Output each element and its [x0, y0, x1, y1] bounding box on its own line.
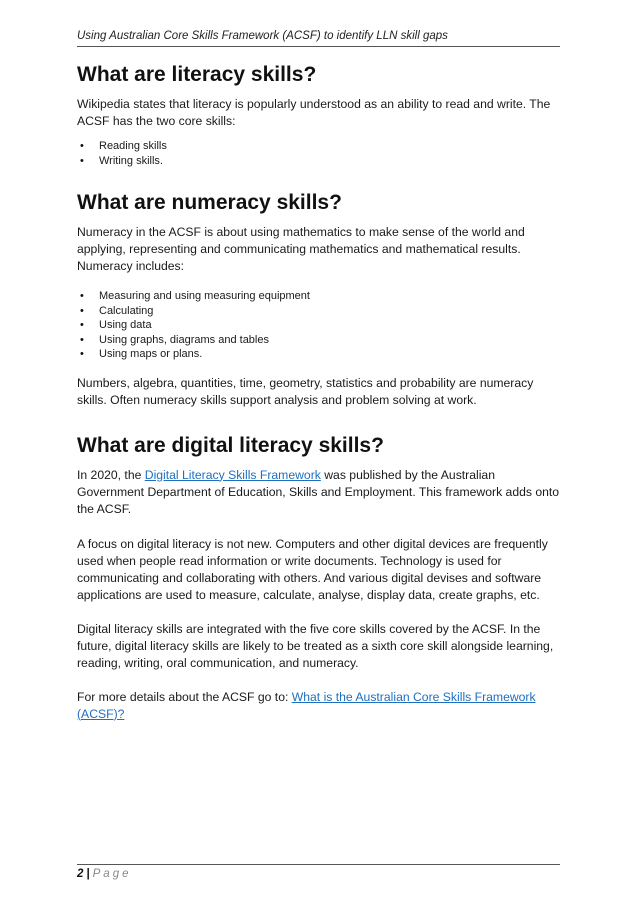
- literacy-list: [77, 139, 560, 168]
- page-footer: [77, 868, 131, 880]
- heading-digital: What are digital literacy skills?: [77, 433, 384, 457]
- bullet-icon: •: [80, 290, 84, 302]
- list-item: • Measuring and using measuring equipment: [80, 290, 310, 302]
- bullet-icon: •: [80, 348, 84, 360]
- list-item: • Using data: [80, 319, 152, 331]
- list-item: • Using maps or plans.: [80, 348, 203, 360]
- bullet-icon: •: [80, 333, 84, 346]
- digital-paragraph-1: In 2020, the Digital Literacy Skills Framework was published by the Australian Government Department of Education, Skills and Employment. This framework adds onto the ACSF.: [77, 467, 560, 516]
- digital-paragraph-2: A focus on digital literacy is not new. Computers and other digital devices are frequently used when people read information or write documents. Technology is used for communicating and collaborating with others. And various digital devises and software applications are used to measure, calculate, analyse, display data, create graphs, etc.: [77, 536, 548, 602]
- acsf-details-link[interactable]: What is the Australian Core Skills Framework (ACSF)?: [77, 689, 536, 721]
- list-item: • Using graphs, diagrams and tables: [80, 333, 269, 346]
- page-label: Page: [92, 868, 132, 880]
- numeracy-intro: Numeracy in the ACSF is about using mathematics to make sense of the world and applying, representing and communicating mathematics and mathematical results. Numeracy includes:: [77, 225, 525, 273]
- page-number: 2: [77, 868, 84, 880]
- digital-paragraph-3: Digital literacy skills are integrated with the five core skills covered by the ACSF. In the future, digital literacy skills are likely to be treated as a sixth core skill alongside learning, reading, writing, oral communication, and numeracy.: [77, 621, 554, 670]
- list-item: • Writing skills.: [80, 154, 163, 167]
- digital-literacy-framework-link[interactable]: Digital Literacy Skills Framework: [144, 467, 321, 482]
- footer-divider: [77, 864, 560, 865]
- numeracy-list: [77, 289, 560, 362]
- page-header: Using Australian Core Skills Framework (ACSF) to identify LLN skill gaps: [77, 30, 560, 47]
- footer-separator: |: [86, 868, 90, 880]
- bullet-icon: •: [80, 154, 84, 167]
- digital-paragraph-4: For more details about the ACSF go to: What is the Australian Core Skills Framework (ACSF)?: [77, 689, 536, 721]
- list-item: • Reading skills: [80, 140, 167, 152]
- bullet-icon: •: [80, 319, 84, 331]
- page-content: [77, 62, 560, 723]
- literacy-intro: Wikipedia states that literacy is popularly understood as an ability to read and write. The ACSF has the two core skills:: [77, 97, 551, 128]
- numeracy-outro: Numbers, algebra, quantities, time, geometry, statistics and probability are numeracy skills. Often numeracy skills support analysis and problem solving at work.: [77, 375, 534, 407]
- heading-literacy: What are literacy skills?: [77, 63, 317, 86]
- list-item: • Calculating: [80, 304, 154, 317]
- bullet-icon: •: [80, 140, 84, 152]
- bullet-icon: •: [80, 304, 84, 317]
- heading-numeracy: What are numeracy skills?: [77, 191, 342, 214]
